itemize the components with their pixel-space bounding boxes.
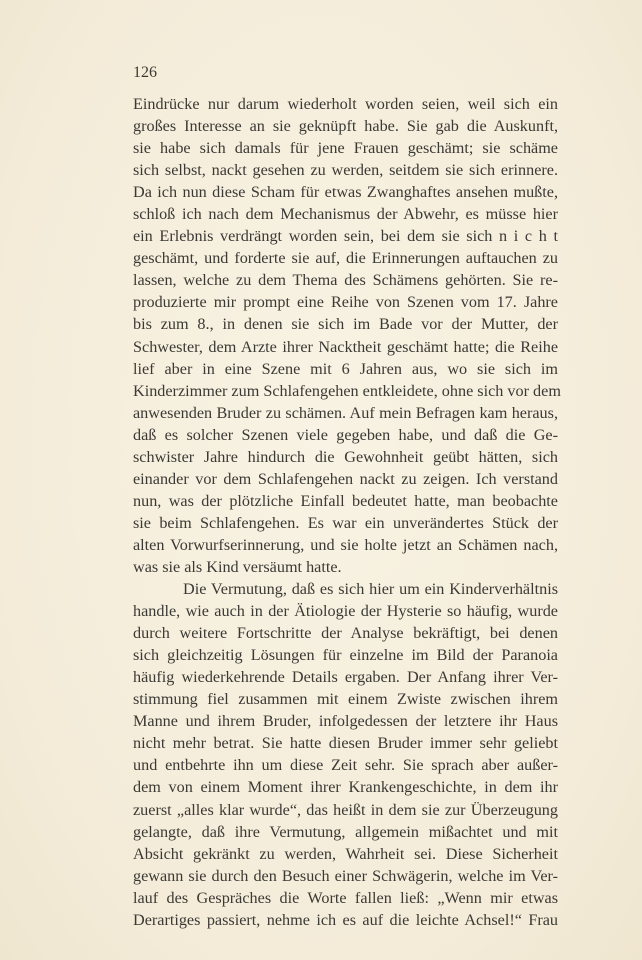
text-line: produzierte mir prompt eine Reihe von Szenen vom 17. Jahre [133, 293, 558, 312]
text-line: schloß ich nach dem Mechanismus der Abwehr, es müsse hier [133, 205, 558, 224]
text-line: und entbehrte ihn um diese Zeit sehr. Sie sprach aber außer- [133, 756, 558, 775]
text-line: Die Vermutung, daß es sich hier um ein Kinderverhältnis [183, 580, 558, 599]
text-line: was sie als Kind versäumt hatte. [133, 557, 342, 576]
text-line: Eindrücke nur darum wiederholt worden seien, weil sich ein [133, 95, 558, 113]
text-line: geschämt, und forderte sie auf, die Erinnerungen auftauchen zu [133, 249, 558, 268]
text-line: Absicht gekränkt zu werden, Wahrheit sei. Diese Sicherheit [133, 844, 558, 863]
text-line: Kinderzimmer zum Schlafengehen entkleidete, ohne sich vor dem [133, 381, 561, 400]
text-line: alten Vorwurfserinnerung, und sie holte jetzt an Schämen nach, [133, 535, 558, 554]
text-line: stimmung fiel zusammen mit einem Zwiste zwischen ihrem [133, 690, 558, 709]
text-line: großes Interesse an sie geknüpft habe. Sie gab die Auskunft, [133, 117, 558, 136]
text-line: gewann sie durch den Besuch einer Schwägerin, welche im Ver- [133, 866, 558, 885]
text-line: anwesenden Bruder zu schämen. Auf mein Befragen kam heraus, [133, 403, 558, 422]
text-line: gelangte, daß ihre Vermutung, allgemein mißachtet und mit [133, 822, 558, 841]
text-line: dem von einem Moment ihrer Krankengeschichte, in dem ihr [133, 778, 558, 797]
body-text [133, 93, 561, 931]
text-line: sie beim Schlafengehen. Es war ein unverändertes Stück der [133, 513, 558, 532]
text-line: sie habe sich damals für jene Frauen geschämt; sie schäme [133, 139, 558, 158]
page-number: 126 [133, 64, 157, 81]
text-line: nun, was der plötzliche Einfall bedeutet hatte, man beobachte [133, 491, 558, 510]
text-line: lief aber in eine Szene mit 6 Jahren aus, wo sie sich im [133, 359, 558, 378]
text-line: lassen, welche zu dem Thema des Schämens gehörten. Sie re- [133, 271, 558, 290]
text-line: zuerst „alles klar wurde“, das heißt in dem sie zur Überzeugung [133, 800, 558, 819]
text-line: daß es solcher Szenen viele gegeben habe, und daß die Ge- [133, 425, 558, 444]
text-line: Derartiges passiert, nehme ich es auf die leichte Achsel!“ Frau [133, 910, 558, 929]
text-line: lauf des Gespräches die Worte fallen ließ: „Wenn mir etwas [133, 888, 558, 907]
text-line: sich selbst, nackt gesehen zu werden, seitdem sie sich erinnere. [133, 161, 558, 180]
text-line: handle, wie auch in der Ätiologie der Hysterie so häufig, wurde [133, 602, 558, 621]
text-line: häufig wiederkehrende Details ergaben. Der Anfang ihrer Ver- [133, 668, 558, 687]
text-line: bis zum 8., in denen sie sich im Bade vor der Mutter, der [133, 315, 558, 334]
text-line: Da ich nun diese Scham für etwas Zwanghaftes ansehen mußte, [133, 183, 558, 202]
text-line: sich gleichzeitig Lösungen für einzelne im Bild der Paranoia [133, 646, 558, 665]
text-line: Schwester, dem Arzte ihrer Nacktheit geschämt hatte; die Reihe [133, 337, 558, 356]
text-line: nicht mehr betrat. Sie hatte diesen Bruder immer sehr geliebt [133, 734, 558, 753]
text-line: einander vor dem Schlafengehen nackt zu zeigen. Ich verstand [133, 469, 558, 488]
text-line: durch weitere Fortschritte der Analyse bekräftigt, bei denen [133, 624, 558, 643]
text-line: Manne und ihrem Bruder, infolgedessen der letztere ihr Haus [133, 712, 558, 731]
text-line: ein Erlebnis verdrängt worden sein, bei dem sie sich n i c h t [133, 227, 558, 246]
text-line: schwister Jahre hindurch die Gewohnheit geübt hätten, sich [133, 447, 558, 466]
